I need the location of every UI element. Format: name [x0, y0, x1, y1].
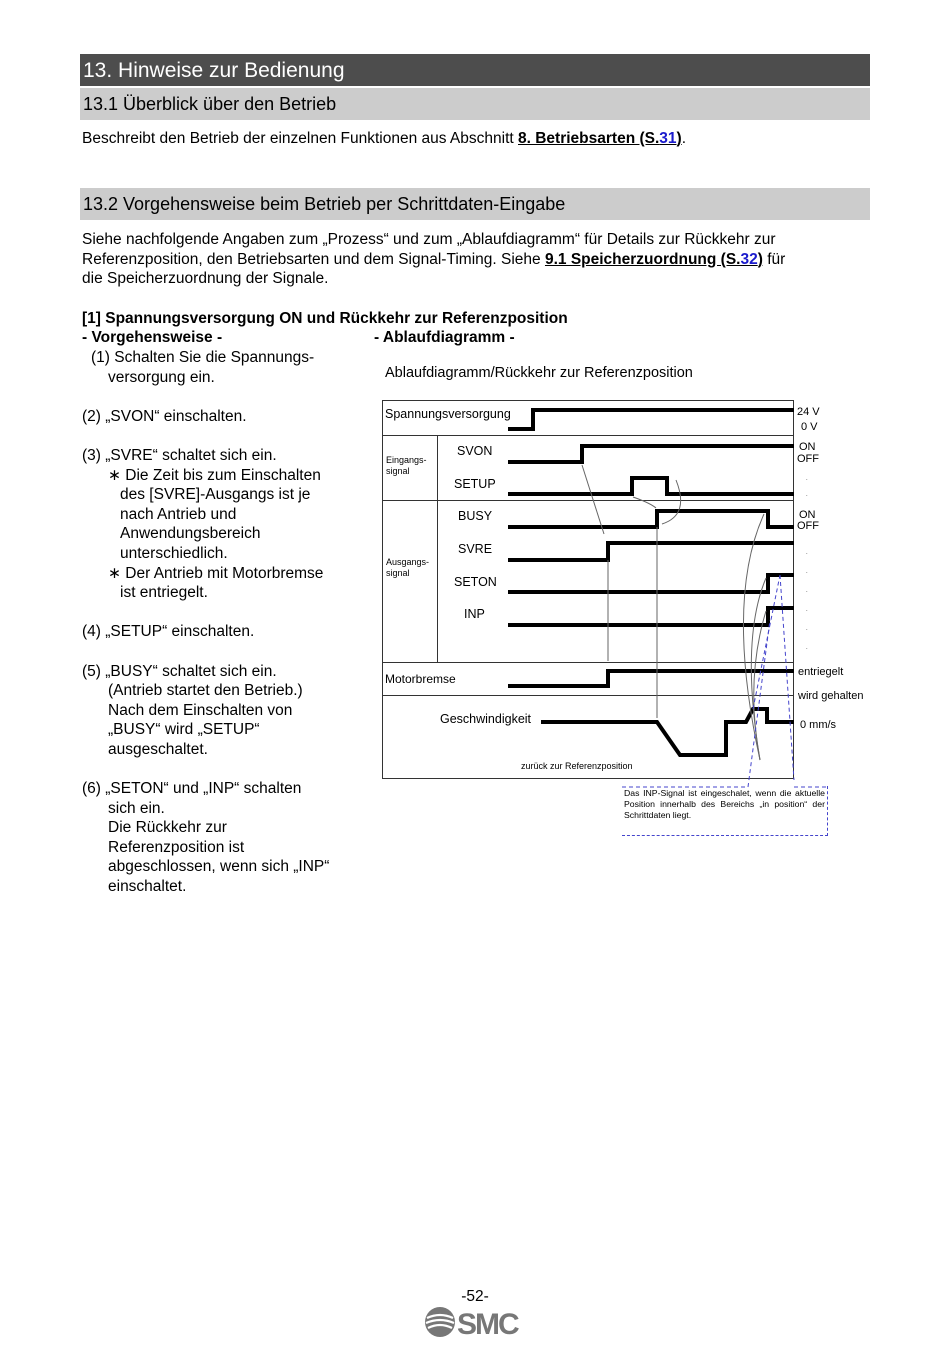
overview-text: Beschreibt den Betrieb der einzelnen Funktionen aus Abschnitt: [82, 130, 518, 147]
label-inp: INP: [464, 607, 485, 621]
subsection-heading-13-1: 13.1 Überblick über den Betrieb: [80, 88, 870, 120]
label-brake: Motorbremse: [385, 672, 456, 686]
step-2: (2) „SVON“ einschalten.: [82, 407, 247, 425]
label-on-2: ON: [799, 509, 816, 521]
step-5-cont: ausgeschaltet.: [108, 740, 208, 758]
step-3-note-1-cont: des [SVRE]-Ausgangs ist je: [120, 486, 311, 504]
step-5-cont: Nach dem Einschalten von: [108, 701, 293, 719]
label-output-group-2: signal: [386, 568, 410, 578]
section-heading: 13. Hinweise zur Bedienung: [80, 54, 870, 86]
label-svre: SVRE: [458, 542, 493, 556]
label-0v: 0 V: [801, 421, 818, 433]
block-heading: [1] Spannungsversorgung ON und Rückkehr zur Referenzposition: [82, 310, 568, 327]
step-1: (1) Schalten Sie die Spannungs-: [91, 349, 315, 366]
label-0mms: 0 mm/s: [800, 719, 837, 731]
intro-suffix: für: [762, 250, 786, 268]
step-6-cont: einschaltet.: [108, 878, 187, 896]
step-6: (6) „SETON“ und „INP“ schalten: [82, 780, 302, 798]
label-off: OFF: [797, 453, 819, 465]
link-text: 9.1 Speicherzuordnung (S.: [544, 250, 741, 268]
label-input-group: Eingangs-: [386, 455, 427, 465]
step-6-cont: abgeschlossen, wenn sich „INP“: [108, 858, 330, 876]
step-6-cont: Referenzposition ist: [108, 838, 245, 856]
svg-text:.: .: [806, 607, 808, 613]
inp-note-callout: Das INP-Signal ist eingeschalet, wenn die aktuelle Position innerhalb des Bereichs „in position“ der Schrittdaten liegt.: [622, 786, 828, 836]
step-5-cont: (Antrieb startet den Betrieb.): [108, 682, 303, 700]
diagram-title: Ablaufdiagramm/Rückkehr zur Referenzposition: [385, 365, 693, 381]
intro-line-3: die Speicherzuordnung der Signale.: [82, 270, 329, 288]
step-5: (5) „BUSY“ schaltet sich ein.: [82, 662, 277, 680]
label-power: Spannungsversorgung: [385, 407, 511, 421]
link-close: ): [757, 250, 763, 268]
link-close: ): [676, 130, 682, 147]
label-released: entriegelt: [798, 666, 844, 678]
svg-text:.: .: [806, 645, 808, 651]
step-4: (4) „SETUP“ einschalten.: [82, 623, 255, 641]
svg-text:.: .: [806, 492, 808, 498]
step-3: (3) „SVRE“ schaltet sich ein.: [82, 446, 277, 464]
subsection-heading-13-2: 13.2 Vorgehensweise beim Betrieb per Schrittdaten-Eingabe: [80, 188, 870, 220]
svg-text:.: .: [806, 626, 808, 632]
smc-logo-icon: [425, 1307, 455, 1337]
smc-logo: [424, 1306, 528, 1343]
svg-text:.: .: [806, 588, 808, 594]
svg-text:.: .: [806, 476, 808, 482]
step-3-note-1: ∗ Die Zeit bis zum Einschalten: [108, 466, 321, 484]
label-on: ON: [799, 441, 816, 453]
step-3-note-2: ∗ Der Antrieb mit Motorbremse: [108, 564, 324, 582]
procedure-column-heading: - Vorgehensweise -: [82, 329, 223, 346]
step-3-note-1-cont: nach Antrieb und: [120, 505, 237, 523]
step-3-note-1-cont: unterschiedlich.: [120, 544, 228, 562]
label-speed-caption: zurück zur Referenzposition: [521, 761, 633, 771]
label-off-2: OFF: [797, 520, 819, 532]
link-page-number[interactable]: 32: [740, 250, 758, 268]
overview-suffix: .: [681, 130, 687, 147]
step-3-note-1-cont: Anwendungsbereich: [120, 525, 261, 543]
step-5-cont: „BUSY“ wird „SETUP“: [108, 721, 260, 739]
label-busy: BUSY: [458, 509, 493, 523]
step-6-cont: Die Rückkehr zur: [108, 819, 227, 837]
label-svon: SVON: [457, 444, 493, 458]
svg-text:.: .: [806, 569, 808, 575]
label-held: wird gehalten: [798, 690, 864, 702]
label-seton: SETON: [454, 575, 497, 589]
link-page-number[interactable]: 31: [659, 130, 677, 147]
step-6-cont: sich ein.: [108, 799, 165, 817]
diagram-column-heading: - Ablaufdiagramm -: [374, 329, 515, 346]
step-3-note-2-cont: ist entriegelt.: [120, 584, 208, 602]
label-output-group: Ausgangs-: [386, 557, 430, 567]
svg-text:.: .: [806, 550, 808, 556]
intro-line-1: Siehe nachfolgende Angaben zum „Prozess“ und zum „Ablaufdiagramm“ für Details zur Rückkehr zur: [82, 231, 776, 248]
label-input-group-2: signal: [386, 466, 410, 476]
label-speed: Geschwindigkeit: [440, 712, 532, 726]
label-setup: SETUP: [454, 477, 496, 491]
step-1-cont: versorgung ein.: [108, 368, 215, 386]
label-24v: 24 V: [797, 406, 820, 418]
intro-text: Referenzposition, den Betriebsarten und dem Signal-Timing. Siehe: [82, 250, 545, 268]
smc-logo-text: SMC: [457, 1308, 518, 1338]
link-text: 8. Betriebsarten (S.: [518, 130, 660, 147]
page-number: -52-: [461, 1288, 489, 1305]
